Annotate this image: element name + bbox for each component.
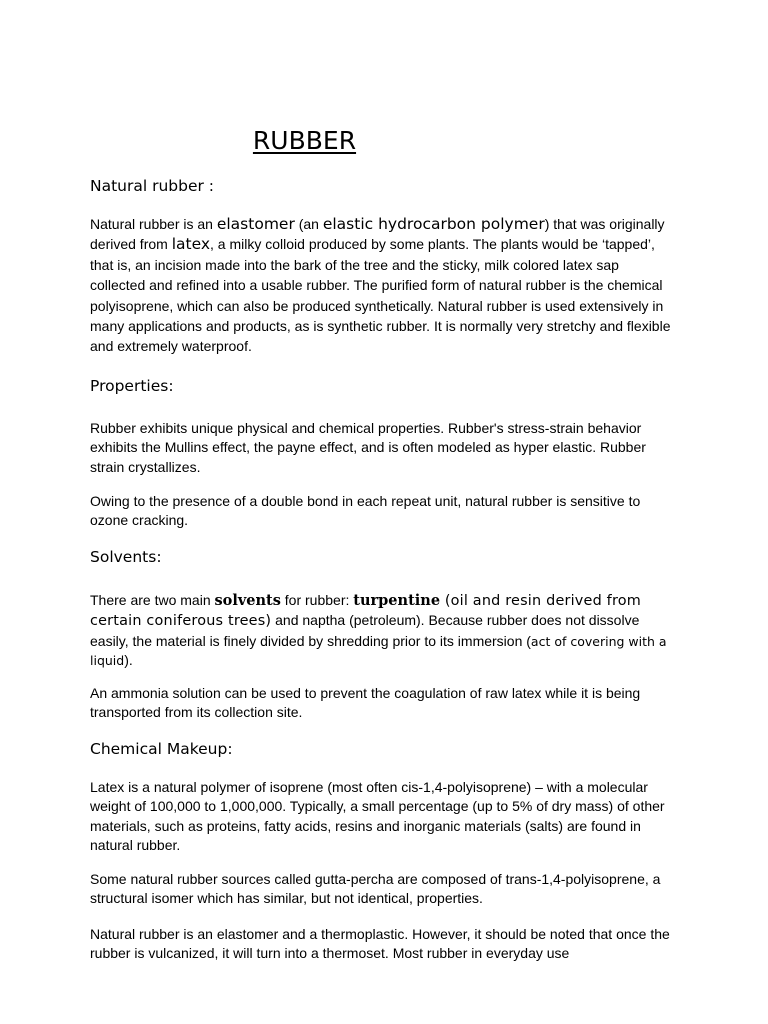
heading-properties: Properties: [90,377,174,395]
paragraph-properties-1: Rubber exhibits unique physical and chemical properties. Rubber's stress-strain behavior exhibits the Mullins effect, the payne effect, and is often modeled as hyper elastic. Rubber strain crystallizes. [90,420,646,475]
term-turpentine: turpentine [353,592,441,609]
heading-natural-rubber: Natural rubber : [90,177,215,195]
paragraph-solvents-2: An ammonia solution can be used to prevent the coagulation of raw latex while it is being transported from its collection site. [90,685,641,721]
text-run: (an [294,216,323,232]
text-run: (oil and resin derived from certain coniferous trees) [90,593,641,630]
paragraph-natural-rubber [90,214,675,357]
document-title: RUBBER [252,126,357,155]
text-run: act of covering with a liquid [90,633,667,669]
paragraph-chemical-1: Latex is a natural polymer of isoprene (most often cis-1,4-polyisoprene) – with a molecular weight of 100,000 to 1,000,000. Typically, a small percentage (up to 5% of dry mass) of other materials, such as proteins, fatty acids, resins and inorganic materials (salts) are found in natural rubber. [90,779,665,854]
text-run: ) that was originally derived from [90,216,665,253]
paragraph-chemical-2: Some natural rubber sources called gutta-percha are composed of trans-1,4-polyisoprene, a structural isomer which has similar, but not identical, properties. [90,871,661,907]
term-elastomer: elastomer [216,215,295,233]
heading-chemical-makeup: Chemical Makeup: [90,740,233,758]
text-run: There are two main [90,592,215,608]
term-elastic-hydrocarbon-polymer: elastic hydrocarbon polymer [322,215,545,233]
text-run: Natural rubber is an [90,216,217,232]
text-run: for rubber: [280,592,354,608]
paragraph-properties-2: Owing to the presence of a double bond in each repeat unit, natural rubber is sensitive to ozone cracking. [90,493,641,529]
term-latex: latex [171,235,211,254]
paragraph-solvents-1 [90,591,675,671]
text-run: ). [124,652,133,669]
heading-solvents: Solvents: [90,548,162,566]
paragraph-chemical-3: Natural rubber is an elastomer and a thermoplastic. However, it should be noted that once the rubber is vulcanized, it will turn into a thermoset. Most rubber in everyday use [90,926,670,962]
term-solvents: solvents [214,592,281,609]
text-run: and naptha (petroleum). Because rubber does not dissolve easily, the material is finely divided by shredding prior to its immersion ( [90,612,640,649]
text-run: , a milky colloid produced by some plants. The plants would be ‘tapped’, that is, an incision made into the bark of the tree and the sticky, milk colored latex sap collected and refined into a usable rubber. The purified form of natural rubber is the chemical polyisoprene, which can also be produced synthetically. Natural rubber is used extensively in many applications and products, as is synthetic rubber. It is normally very stretchy and flexible and extremely waterproof. [90,236,671,355]
